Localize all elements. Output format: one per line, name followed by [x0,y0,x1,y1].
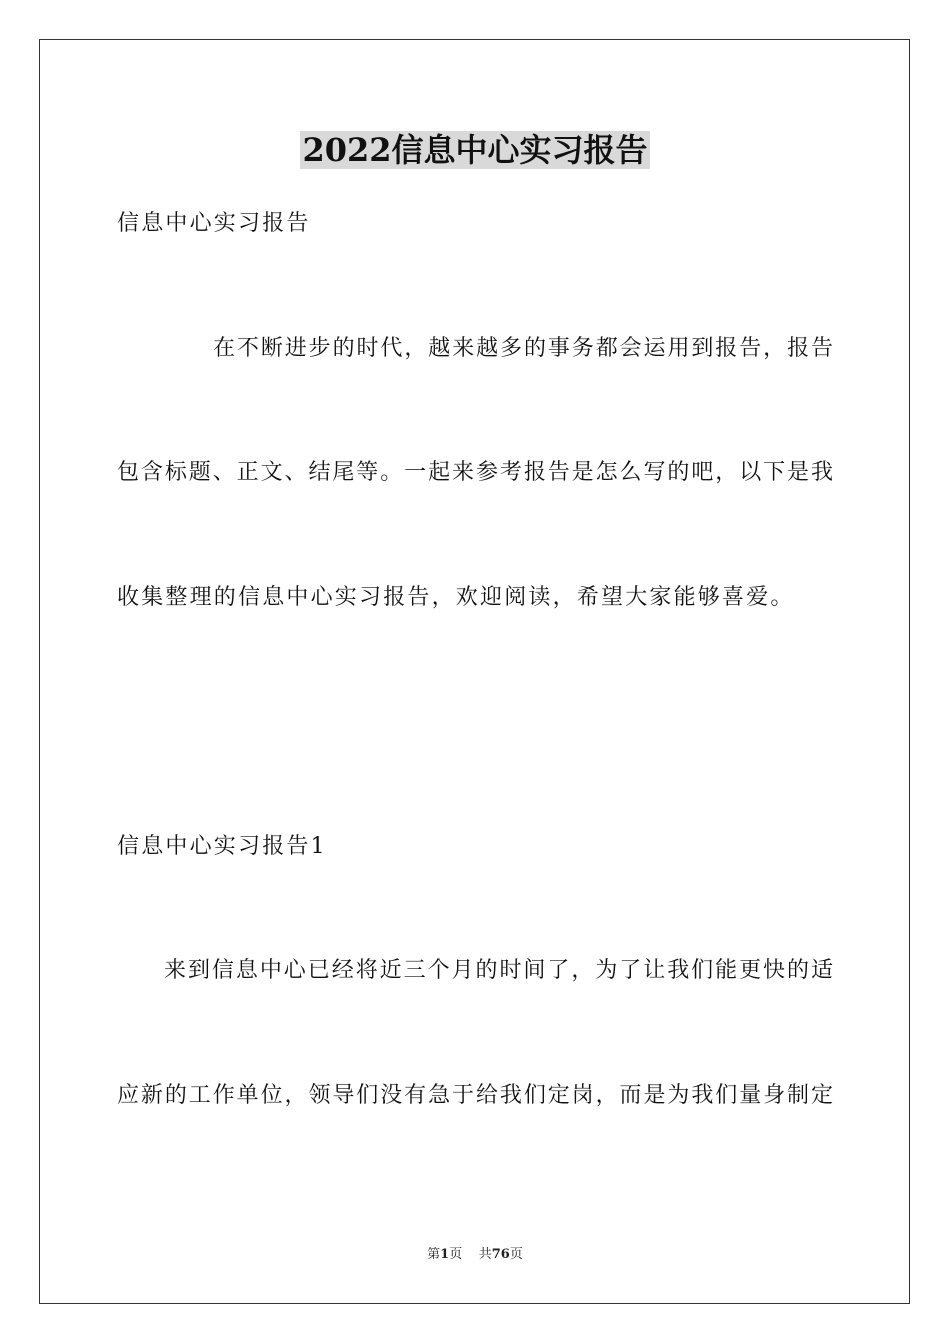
section-heading-intro: 信息中心实习报告 [117,211,311,236]
paragraph-line: 在不断进步的时代，越来越多的事务都会运用到报告，报告 [213,336,833,361]
paragraph-line: 包含标题、正文、结尾等。一起来参考报告是怎么写的吧，以下是我 [117,460,833,485]
paragraph-line: 收集整理的信息中心实习报告，欢迎阅读，希望大家能够喜爱。 [117,585,795,610]
footer-page-prefix: 第 [427,1247,441,1262]
paragraph-line: 来到信息中心已经将近三个月的时间了，为了让我们能更快的适 [164,958,833,983]
paragraph-line: 应新的工作单位，领导们没有急于给我们定岗，而是为我们量身制定 [117,1083,833,1108]
footer-page-number: 1 [440,1247,450,1262]
section-heading-report-1: 信息中心实习报告1 [117,834,327,859]
document-title-text: 2022信息中心实习报告 [302,131,648,169]
footer-page-suffix: 页 [449,1247,463,1262]
footer-total-pages: 76 [491,1247,510,1262]
footer-total-prefix: 共 [478,1247,492,1262]
footer-total-suffix: 页 [509,1247,523,1262]
page-footer [0,1246,950,1264]
document-title [0,128,950,172]
